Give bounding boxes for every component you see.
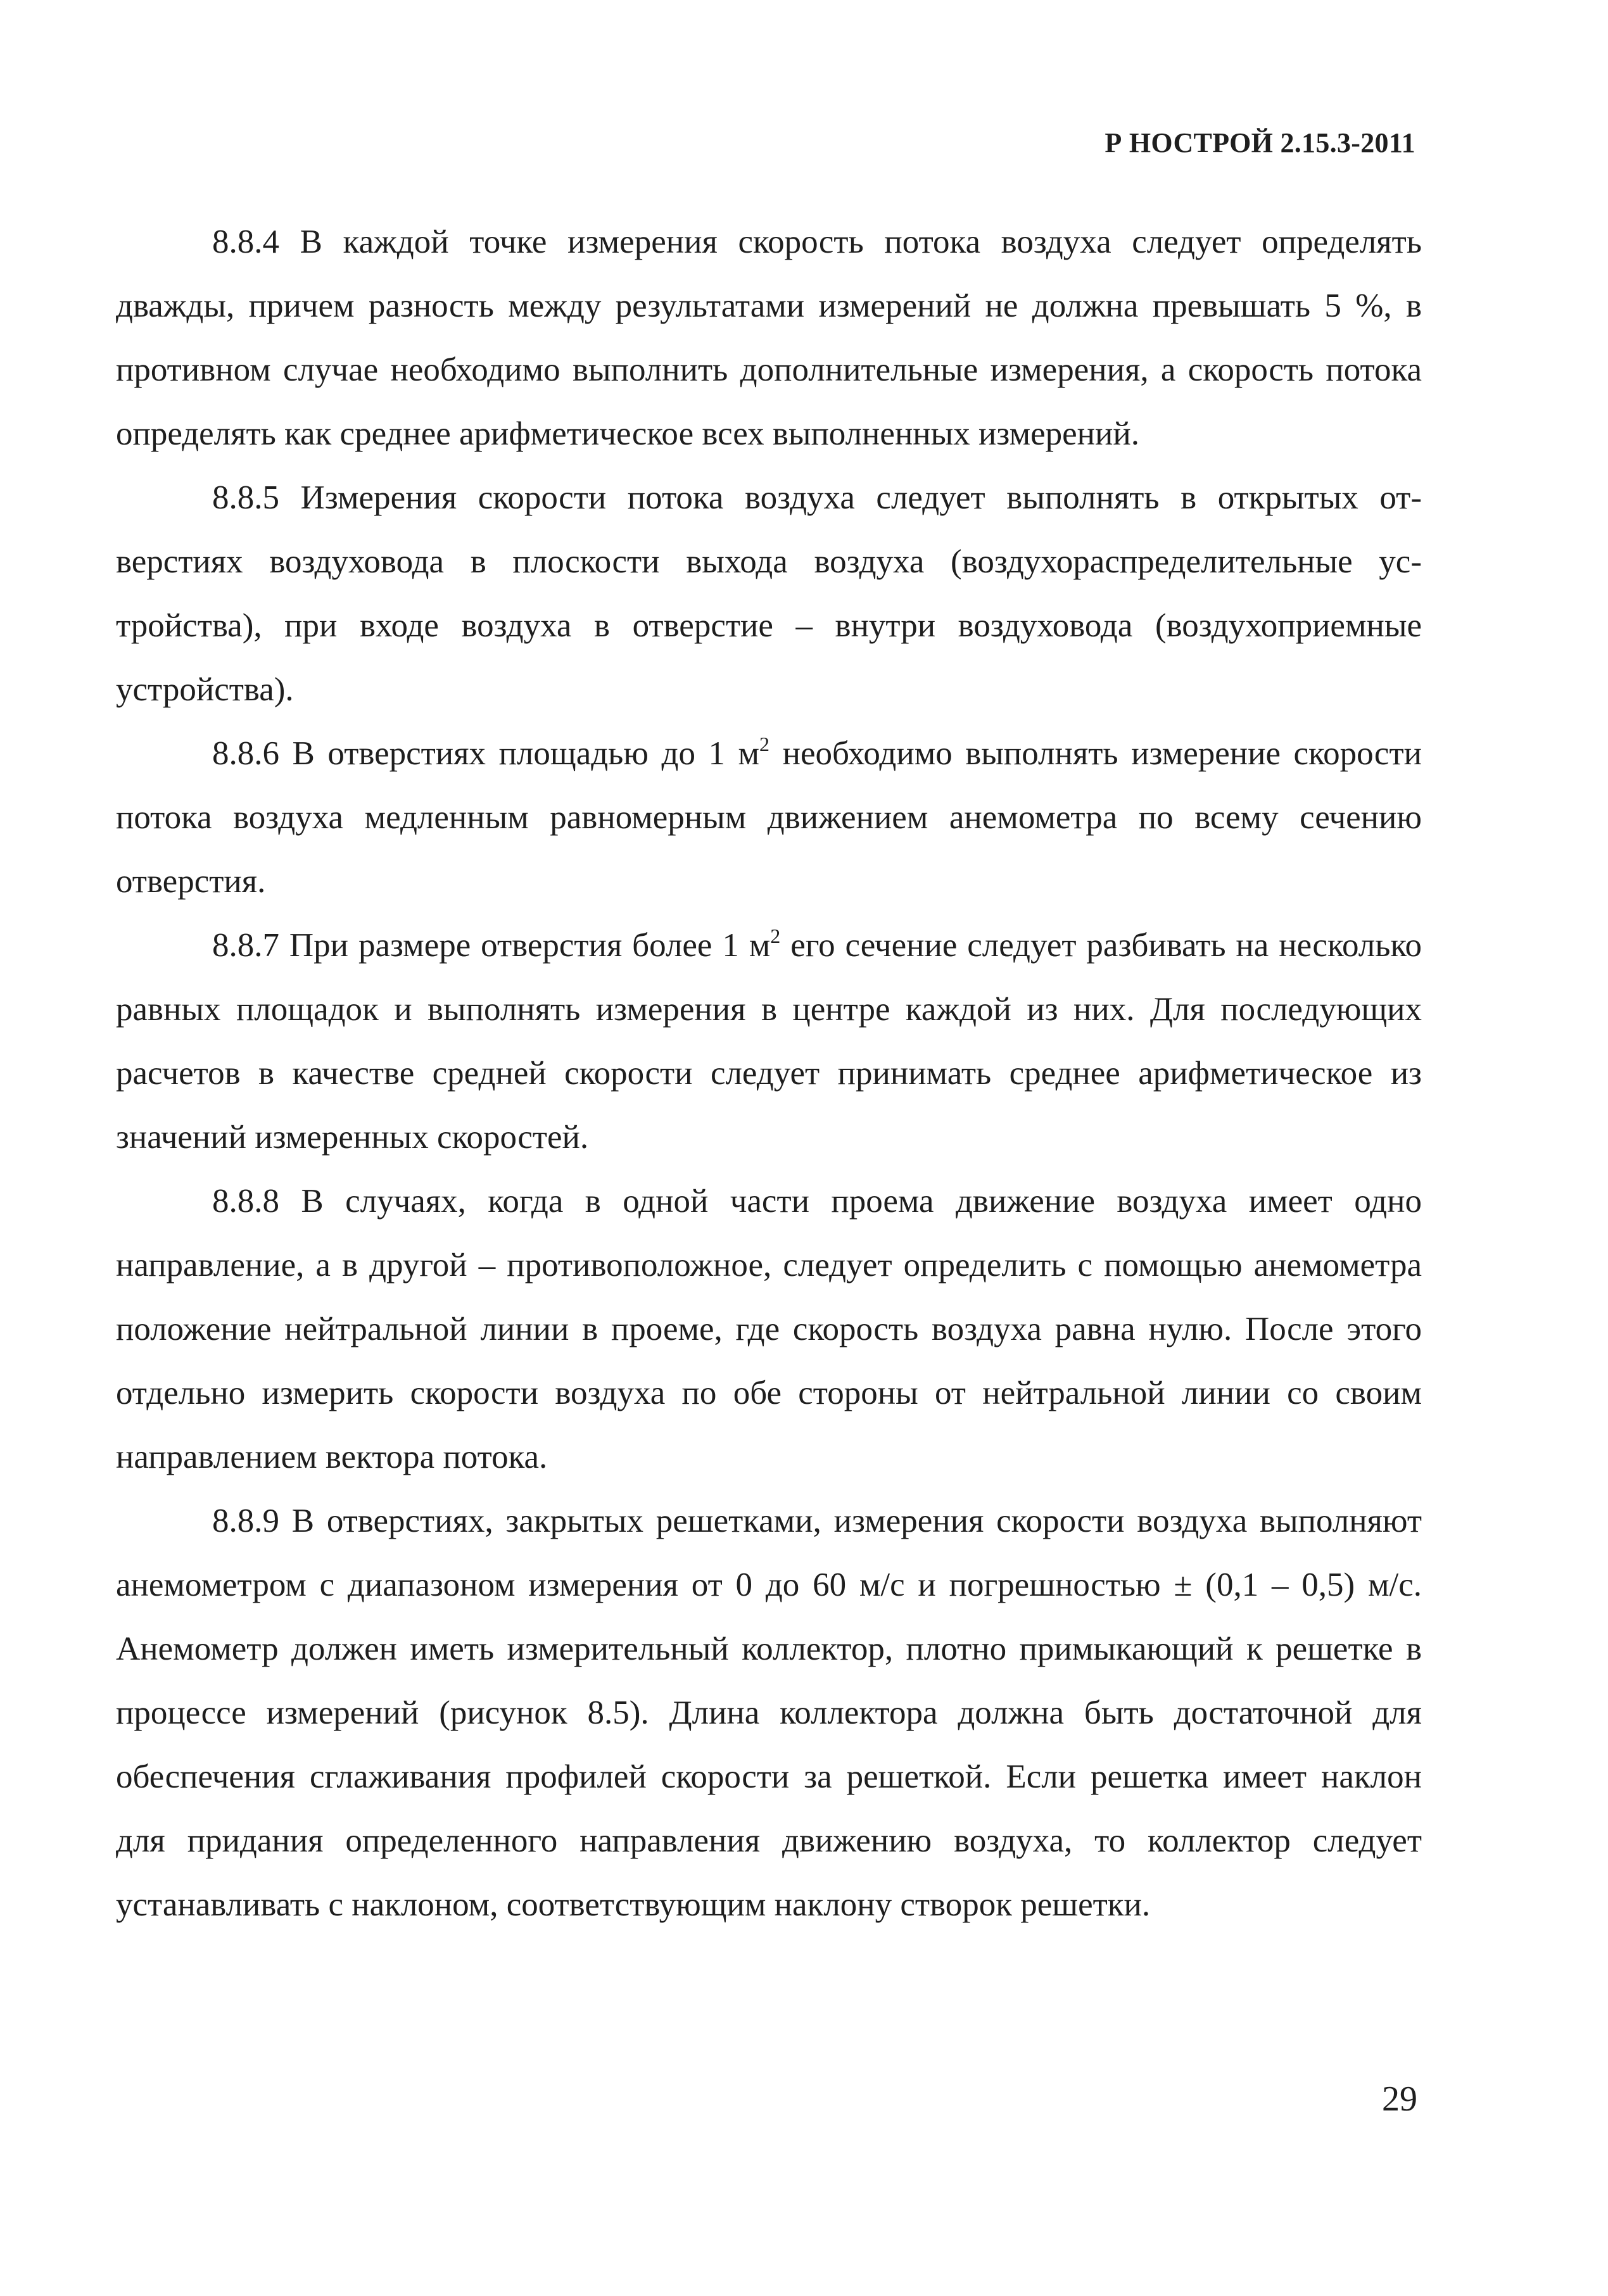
paragraph-8-8-6-text-end: необходимо выполнять измерение скорости потока воздуха медленным равномерным движением анемометра по всему сечению отверстия. (116, 735, 1422, 900)
body-text (116, 210, 1422, 1937)
document-code-header: Р НОСТРОЙ 2.15.3-2011 (1105, 127, 1415, 158)
paragraph-8-8-6-text-start: 8.8.6 В отверстиях площадью до 1 м (212, 735, 760, 772)
superscript-square: 2 (770, 924, 781, 948)
page-number: 29 (1382, 2079, 1417, 2119)
paragraph-8-8-4: 8.8.4 В каждой точке измерения скорость потока воздуха следует определять дважды, причем разность между результатами измерений не должна превышать 5 %, в противном случае необходимо выполнить дополнительные измерения, а скорость потока определять как среднее арифметическое всех выполненных измерений. (116, 224, 1422, 452)
paragraph-8-8-8: 8.8.8 В случаях, когда в одной части проема движение воздуха имеет одно направление, а в другой – противоположное, следует определить с помощью анемометра положение нейтральной линии в проеме, где скорость воздуха равна нулю. После этого отдельно измерить скорости воздуха по обе стороны от нейтральной линии со своим направлением вектора потока. (116, 1183, 1422, 1475)
paragraph-8-8-6 (116, 722, 1422, 914)
paragraph-8-8-7-text-start: 8.8.7 При размере отверстия более 1 м (212, 927, 771, 964)
paragraph-8-8-9: 8.8.9 В отверстиях, закрытых решетками, измерения скорости воздуха выполняют анемометром с диапазоном измерения от 0 до 60 м/с и погрешностью ± (0,1 – 0,5) м/с. Анемометр должен иметь измерительный коллектор, плотно примыкающий к решетке в процессе измерений (рисунок 8.5). Длина коллектора должна быть достаточной для обеспечения сглаживания профилей скорости за решеткой. Если решетка имеет наклон для придания определенного направления движению воздуха, то коллектор следует устанавливать с наклоном, соответствующим наклону створок решетки. (116, 1503, 1422, 1923)
paragraph-8-8-7-text-end: его сечение следует разбивать на несколько равных площадок и выполнять измерения в центре каждой из них. Для последующих расчетов в качестве средней скорости следует принимать среднее арифметическое из значений измеренных скоростей. (116, 927, 1422, 1156)
paragraph-8-8-5: 8.8.5 Измерения скорости потока воздуха следует выполнять в открытых отверстиях воздуховода в плоскости выхода воздуха (воздухораспределительные устройства), при входе воздуха в отверстие – внутри воздуховода (воздухоприемные устройства). (116, 479, 1422, 708)
superscript-square: 2 (759, 733, 770, 756)
paragraph-8-8-7 (116, 914, 1422, 1170)
